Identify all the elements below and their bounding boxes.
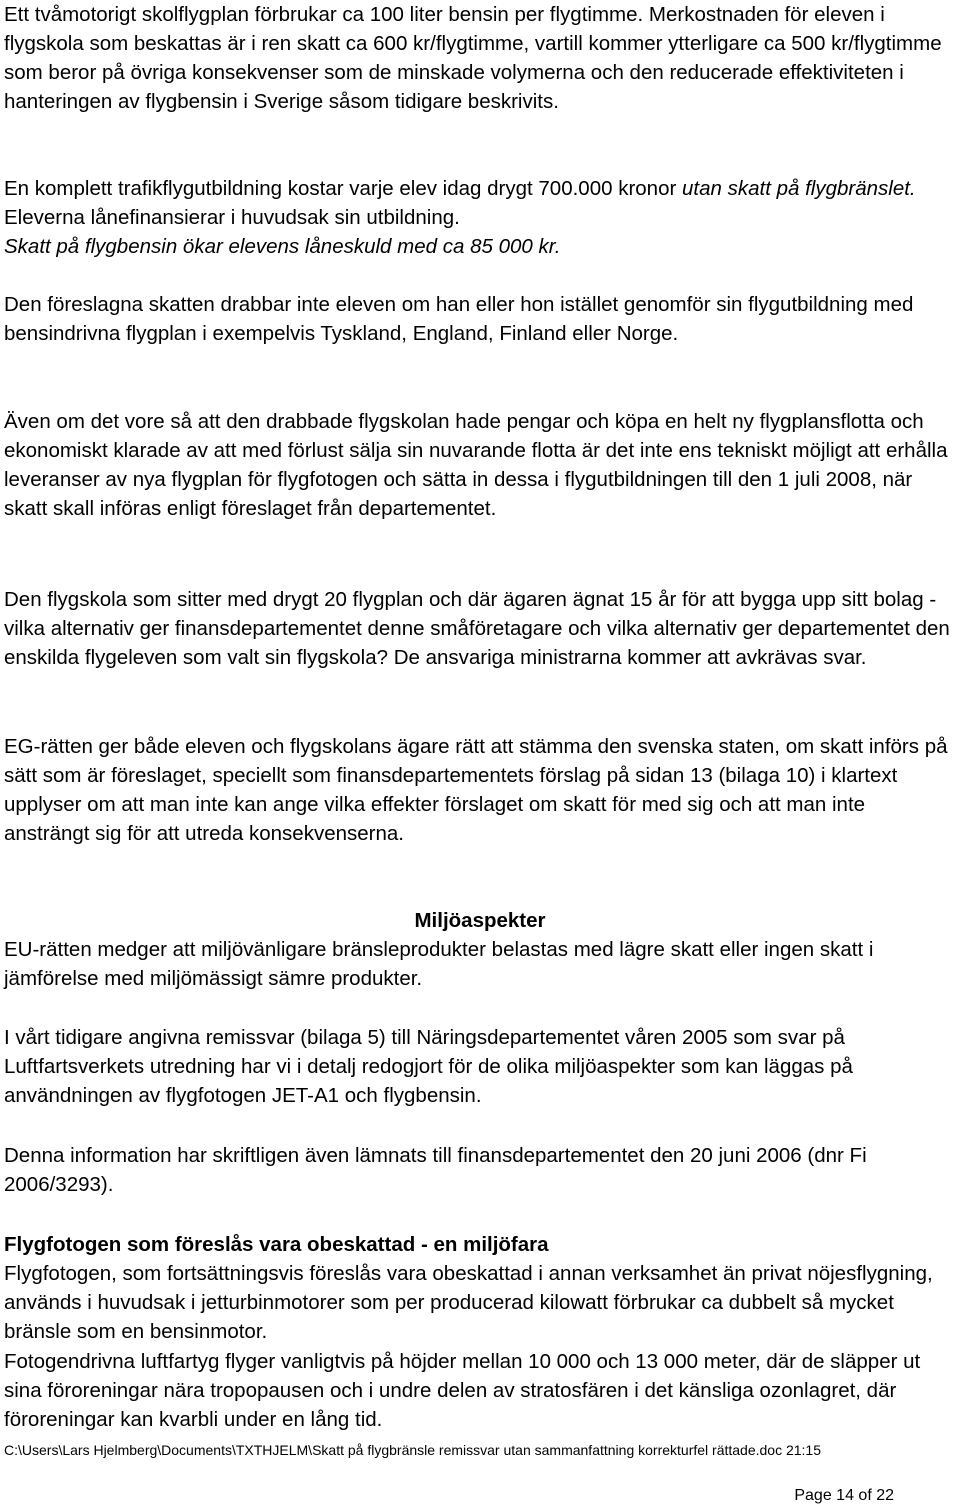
paragraph-information-submitted: Denna information har skriftligen även lämnats till finansdepartementet den 20 juni 2006 (dnr Fi 2006/3293). (4, 1144, 867, 1196)
paragraph-training-cost (4, 174, 956, 261)
paragraph-flight-altitudes: Fotogendrivna luftfartyg flyger vanligtvis på höjder mellan 10 000 och 13 000 meter, där de släpper ut sina föroreningar nära tropopausen och i undre delen av stratosfären i det känsliga ozonlagret, där föroreningar kan kvarbli under en lång tid. (4, 1350, 921, 1431)
training-cost-emphasis: utan skatt på flygbränslet. (682, 177, 916, 200)
loan-debt-emphasis: Skatt på flygbensin ökar elevens låneskuld med ca 85 000 kr. (4, 235, 561, 258)
training-cost-text: En komplett trafikflygutbildning kostar varje elev idag drygt 700.000 kronor (4, 177, 683, 200)
paragraph-eu-court: EG-rätten ger både eleven och flygskolans ägare rätt att stämma den svenska staten, om skatt införs på sätt som är föreslaget, speciellt som finansdepartementets förslag på sidan 13 (bilaga 10) i klartext upplyser om att man inte kan ange vilka effekter förslaget om skatt för med sig och att man inte ansträngt sig för att utreda konsekvenserna. (4, 735, 948, 845)
footer-file-path: C:\Users\Lars Hjelmberg\Documents\TXTHJELM\Skatt på flygbränsle remissvar utan sammanfattning korrekturfel rättade.doc 21:15 (4, 1442, 821, 1458)
paragraph-new-fleet: Även om det vore så att den drabbade flygskolan hade pengar och köpa en helt ny flygplansflotta och ekonomiskt klarade av att med förlust sälja sin nuvarande flotta är det inte ens tekniskt möjligt att erhålla leveranser av nya flygplan för flygfotogen och sätta in dessa i flygutbildningen till den 1 juli 2008, när skatt skall införas enligt föreslaget från departementet. (4, 410, 948, 520)
paragraph-tax-abroad: Den föreslagna skatten drabbar inte eleven om han eller hon istället genomför sin flygutbildning med bensindrivna flygplan i exempelvis Tyskland, England, Finland eller Norge. (4, 293, 914, 345)
heading-jet-fuel: Flygfotogen som föreslås vara obeskattad - en miljöfara (4, 1233, 549, 1256)
paragraph-fuel-consumption: Ett tvåmotorigt skolflygplan förbrukar ca 100 liter bensin per flygtimme. Merkostnaden för eleven i flygskola som beskattas är i ren skatt ca 600 kr/flygtimme, vartill kommer ytterligare ca 500 kr/flygtimme som beror på övriga konsekvenser som de minskade volymerna och den reducerade effektiviteten i hanteringen av flygbensin i Sverige såsom tidigare beskrivits. (4, 3, 942, 113)
paragraph-previous-response: I vårt tidigare angivna remissvar (bilaga 5) till Näringsdepartementet våren 2005 som svar på Luftfartsverkets utredning har vi i detalj redogjort för de olika miljöaspekter som kan läggas på användningen av flygfotogen JET-A1 och flygbensin. (4, 1026, 853, 1107)
heading-environment: Miljöaspekter (414, 909, 546, 932)
paragraph-eu-law: EU-rätten medger att miljövänligare bränsleprodukter belastas med lägre skatt eller ingen skatt i jämförelse med miljömässigt sämre produkter. (4, 938, 874, 990)
footer-page-number: Page 14 of 22 (794, 1487, 894, 1504)
loan-financing-text: Eleverna lånefinansierar i huvudsak sin utbildning. (4, 206, 460, 229)
paragraph-jet-fuel-usage: Flygfotogen, som fortsättningsvis föreslås vara obeskattad i annan verksamhet än privat nöjesflygning, används i huvudsak i jetturbinmotorer som per producerad kilowatt förbrukar ca dubbelt så mycket bränsle som en bensinmotor. (4, 1262, 933, 1343)
paragraph-flight-school-alternatives: Den flygskola som sitter med drygt 20 flygplan och där ägaren ägnat 15 år för att bygga upp sitt bolag - vilka alternativ ger finansdepartementet denne småföretagare och vilka alternativ ger departementet den enskilda flygeleven som valt sin flygskola? De ansvariga ministrarna kommer att avkrävas svar. (4, 588, 950, 669)
